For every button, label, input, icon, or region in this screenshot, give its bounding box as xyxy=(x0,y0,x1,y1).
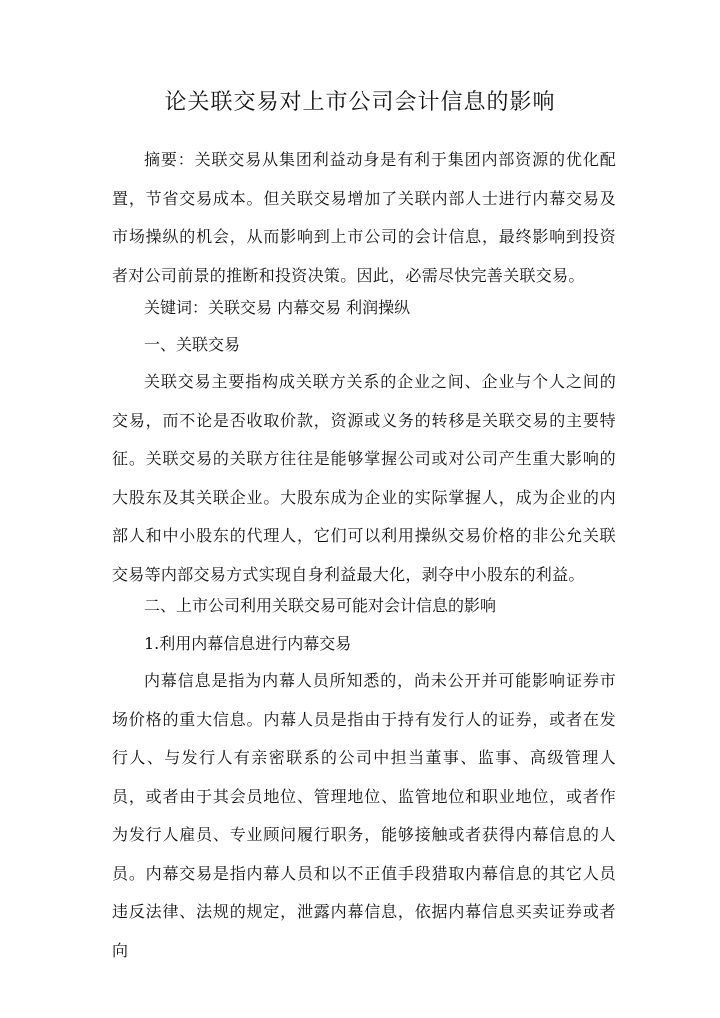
section-heading-2: 二、上市公司利用关联交易可能对会计信息的影响 xyxy=(144,596,497,615)
subsection-1-body: 内幕信息是指为内幕人员所知悉的，尚未公开并可能影响证券市场价格的重大信息。内幕人员是指由于持有发行人的证券，或者在发行人、与发行人有亲密联系的公司中担当董事、监事、高级管理人员，或者由于其会员地位、管理地位、监管地位和职业地位，或者作为发行人雇员、专业顾问履行职务，能够接触或者获得内幕信息的人员。内幕交易是指内幕人员和以不正值手段猎取内幕信息的其它人员违反法律、法规的规定，泄露内幕信息，依据内幕信息买卖证券或者向 xyxy=(112,671,616,960)
section-heading-1: 一、关联交易 xyxy=(144,335,241,354)
abstract-paragraph: 摘要：关联交易从集团利益动身是有利于集团内部资源的优化配置，节省交易成本。但关联交易增加了关联内部人士进行内幕交易及市场操纵的机会，从而影响到上市公司的会计信息，最终影响到投资者对公司前景的推断和投资决策。因此，必需尽快完善关联交易。 xyxy=(112,150,616,285)
keywords-line: 关键词：关联交易 内幕交易 利润操纵 xyxy=(144,298,411,317)
section-1-body: 关联交易主要指构成关联方关系的企业之间、企业与个人之间的交易，而不论是否收取价款，资源或义务的转移是关联交易的主要特征。关联交易的关联方往往是能够掌握公司或对公司产生重大影响的大股东及其关联企业。大股东成为企业的实际掌握人，成为企业的内部人和中小股东的代理人，它们可以利用操纵交易价格的非公允关联交易等内部交易方式实现自身利益最大化，剥夺中小股东的利益。 xyxy=(112,372,616,584)
subsection-heading-1: 1.利用内幕信息进行内幕交易 xyxy=(144,634,352,653)
document-title: 论关联交易对上市公司会计信息的影响 xyxy=(164,90,556,115)
